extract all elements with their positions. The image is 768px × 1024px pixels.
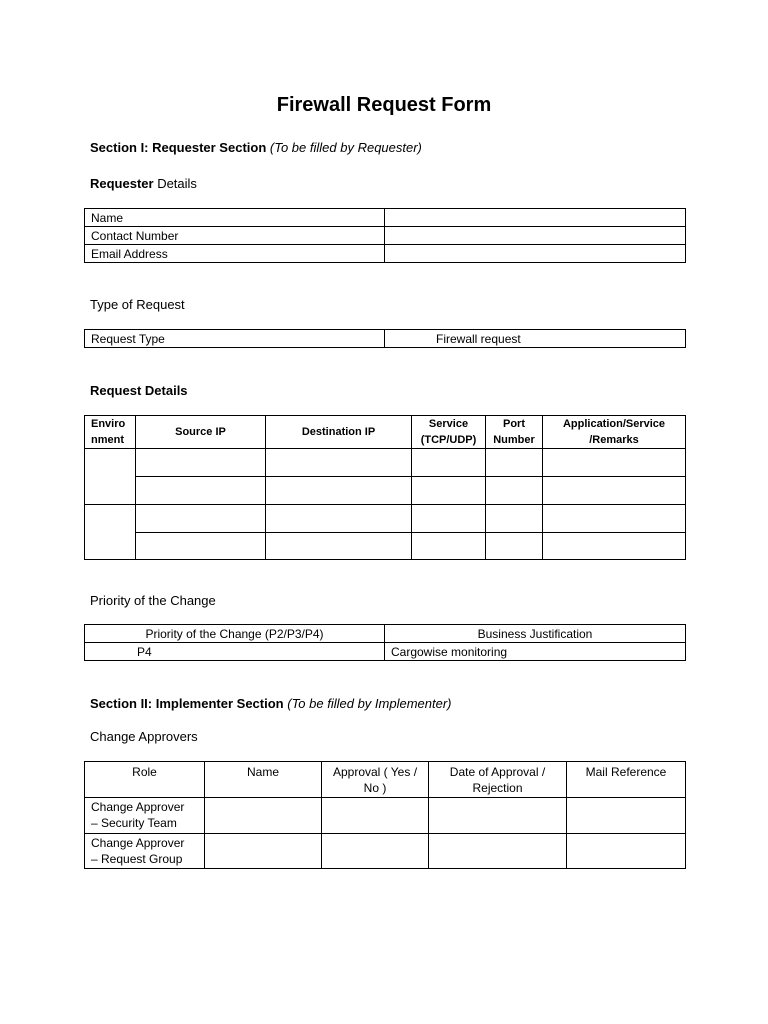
section-1-heading (90, 140, 422, 155)
column-header-service: Service (TCP/UDP) (412, 416, 486, 449)
mail-reference-cell[interactable] (567, 834, 686, 869)
table-row (85, 533, 686, 560)
table-row (85, 834, 686, 869)
table-row (85, 227, 686, 245)
section-2-note: (To be filled by Implementer) (287, 696, 452, 711)
remarks-cell[interactable] (543, 505, 686, 533)
destination-ip-cell[interactable] (266, 477, 412, 505)
section-2-heading (90, 696, 452, 711)
justification-column-header: Business Justification (385, 625, 686, 643)
request-type-table (84, 329, 686, 348)
priority-value[interactable]: P4 (85, 643, 385, 661)
column-header-application-remarks: Application/Service /Remarks (543, 416, 686, 449)
section-2-label: Section II: Implementer Section (90, 696, 284, 711)
name-field[interactable] (385, 209, 686, 227)
request-type-label: Request Type (85, 330, 385, 348)
port-cell[interactable] (486, 533, 543, 560)
column-header-role: Role (85, 762, 205, 798)
requester-heading-bold: Requester (90, 176, 154, 191)
approver-name-cell[interactable] (205, 834, 322, 869)
table-row (85, 245, 686, 263)
role-security-team: Change Approver – Security Team (85, 798, 205, 834)
table-header-row (85, 416, 686, 449)
approver-name-cell[interactable] (205, 798, 322, 834)
table-row (85, 505, 686, 533)
approval-cell[interactable] (322, 834, 429, 869)
table-row (85, 643, 686, 661)
service-cell[interactable] (412, 505, 486, 533)
contact-number-label: Contact Number (85, 227, 385, 245)
role-request-group: Change Approver – Request Group (85, 834, 205, 869)
justification-value[interactable]: Cargowise monitoring (385, 643, 686, 661)
destination-ip-cell[interactable] (266, 505, 412, 533)
column-header-port-number: Port Number (486, 416, 543, 449)
port-cell[interactable] (486, 505, 543, 533)
mail-reference-cell[interactable] (567, 798, 686, 834)
remarks-cell[interactable] (543, 449, 686, 477)
environment-cell[interactable] (85, 449, 136, 505)
priority-column-header: Priority of the Change (P2/P3/P4) (85, 625, 385, 643)
approval-cell[interactable] (322, 798, 429, 834)
service-cell[interactable] (412, 449, 486, 477)
column-header-name: Name (205, 762, 322, 798)
environment-cell[interactable] (85, 505, 136, 560)
requester-details-heading (90, 176, 197, 191)
destination-ip-cell[interactable] (266, 533, 412, 560)
request-details-table (84, 415, 686, 560)
requester-details-table (84, 208, 686, 263)
column-header-source-ip: Source IP (136, 416, 266, 449)
column-header-destination-ip: Destination IP (266, 416, 412, 449)
request-details-heading: Request Details (90, 383, 188, 398)
table-row (85, 209, 686, 227)
table-row (85, 330, 686, 348)
change-approvers-table (84, 761, 686, 869)
remarks-cell[interactable] (543, 533, 686, 560)
table-header-row (85, 762, 686, 798)
table-row (85, 477, 686, 505)
source-ip-cell[interactable] (136, 533, 266, 560)
table-row (85, 449, 686, 477)
email-address-label: Email Address (85, 245, 385, 263)
requester-heading-rest: Details (153, 176, 197, 191)
section-1-label: Section I: Requester Section (90, 140, 267, 155)
source-ip-cell[interactable] (136, 505, 266, 533)
table-row (85, 798, 686, 834)
email-address-field[interactable] (385, 245, 686, 263)
service-cell[interactable] (412, 477, 486, 505)
form-title: Firewall Request Form (276, 94, 492, 116)
table-header-row (85, 625, 686, 643)
name-label: Name (85, 209, 385, 227)
service-cell[interactable] (412, 533, 486, 560)
contact-number-field[interactable] (385, 227, 686, 245)
column-header-environment: Enviro nment (85, 416, 136, 449)
port-cell[interactable] (486, 477, 543, 505)
priority-table (84, 624, 686, 661)
section-1-note: (To be filled by Requester) (269, 140, 422, 155)
approval-date-cell[interactable] (429, 834, 567, 869)
destination-ip-cell[interactable] (266, 449, 412, 477)
column-header-date-of-approval: Date of Approval / Rejection (429, 762, 567, 798)
remarks-cell[interactable] (543, 477, 686, 505)
source-ip-cell[interactable] (136, 449, 266, 477)
request-type-value[interactable]: Firewall request (385, 330, 686, 348)
column-header-mail-reference: Mail Reference (567, 762, 686, 798)
type-of-request-heading: Type of Request (90, 297, 185, 312)
change-approvers-heading: Change Approvers (90, 729, 198, 744)
column-header-approval: Approval ( Yes / No ) (322, 762, 429, 798)
priority-heading: Priority of the Change (90, 593, 216, 608)
approval-date-cell[interactable] (429, 798, 567, 834)
source-ip-cell[interactable] (136, 477, 266, 505)
port-cell[interactable] (486, 449, 543, 477)
